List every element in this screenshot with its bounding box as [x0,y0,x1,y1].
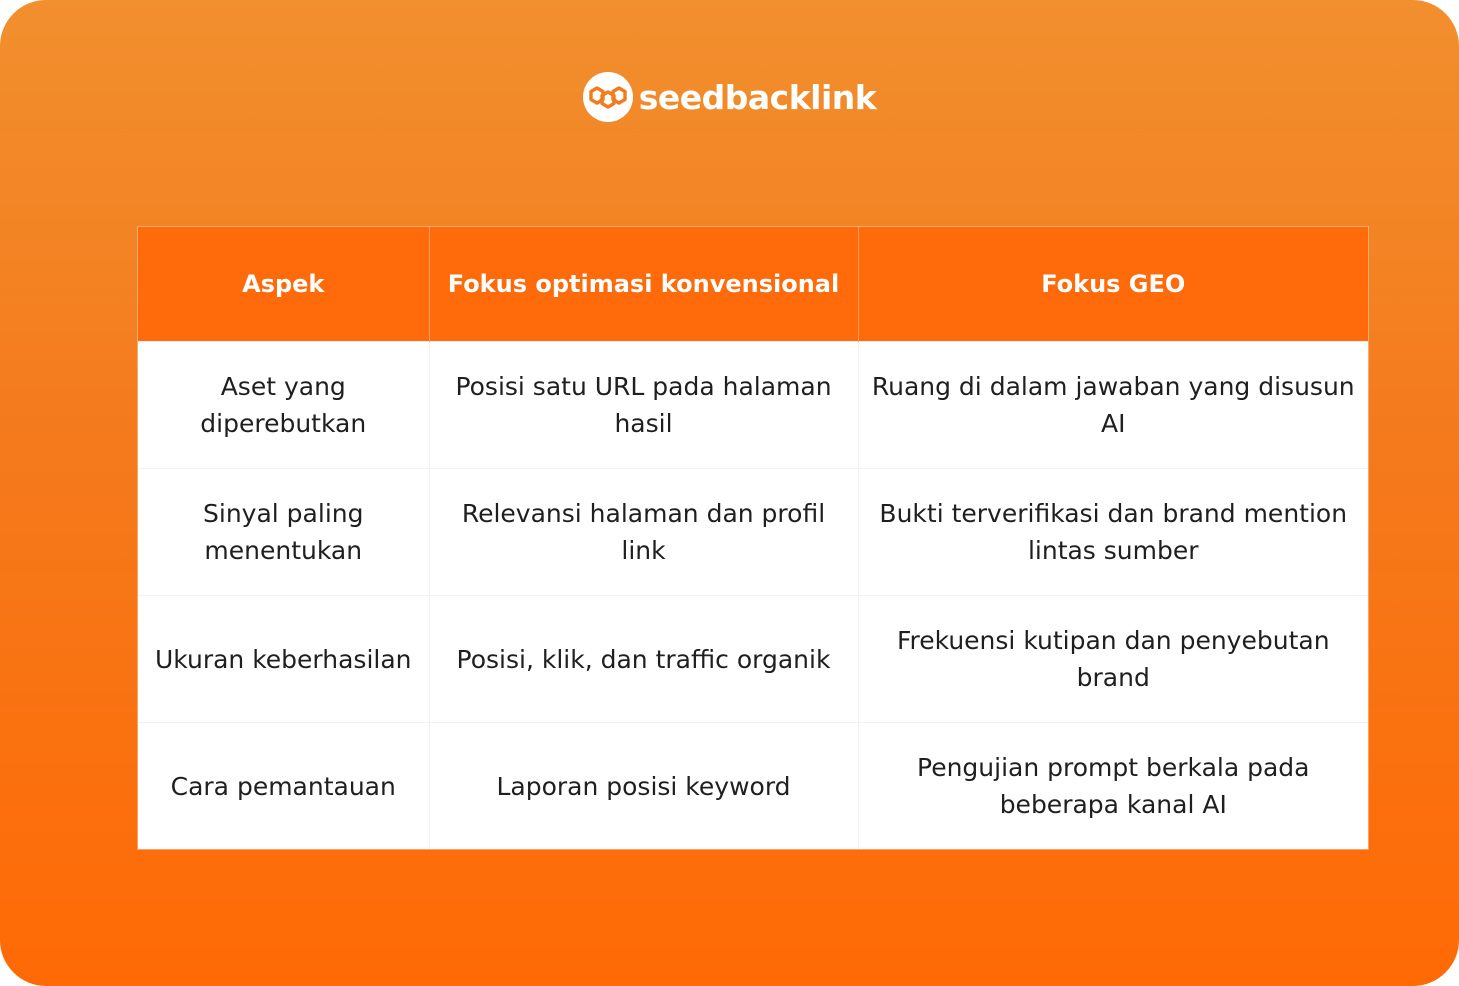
link-hexagon-icon [583,72,633,122]
brand-name: seedbacklink [638,77,877,117]
table-cell: Laporan posisi keyword [429,723,858,850]
table-cell: Ukuran keberhasilan [138,596,429,723]
header-aspek: Aspek [138,227,429,342]
table-cell: Frekuensi kutipan dan penyebutan brand [858,596,1368,723]
comparison-table [138,227,1368,849]
table-cell: Posisi satu URL pada halaman hasil [429,342,858,469]
table-cell: Posisi, klik, dan traffic organik [429,596,858,723]
table-cell: Cara pemantauan [138,723,429,850]
header-fokus-konvensional: Fokus optimasi konvensional [429,227,858,342]
table-cell: Sinyal paling menentukan [138,469,429,596]
table-row [138,342,1368,469]
table-row [138,723,1368,850]
table-row [138,469,1368,596]
brand-logo [0,72,1459,122]
table-cell: Aset yang diperebutkan [138,342,429,469]
table-cell: Bukti terverifikasi dan brand mention lintas sumber [858,469,1368,596]
table-cell: Pengujian prompt berkala pada beberapa kanal AI [858,723,1368,850]
header-fokus-geo: Fokus GEO [858,227,1368,342]
table-cell: Relevansi halaman dan profil link [429,469,858,596]
table-cell: Ruang di dalam jawaban yang disusun AI [858,342,1368,469]
table-row [138,596,1368,723]
table-header-row [138,227,1368,342]
